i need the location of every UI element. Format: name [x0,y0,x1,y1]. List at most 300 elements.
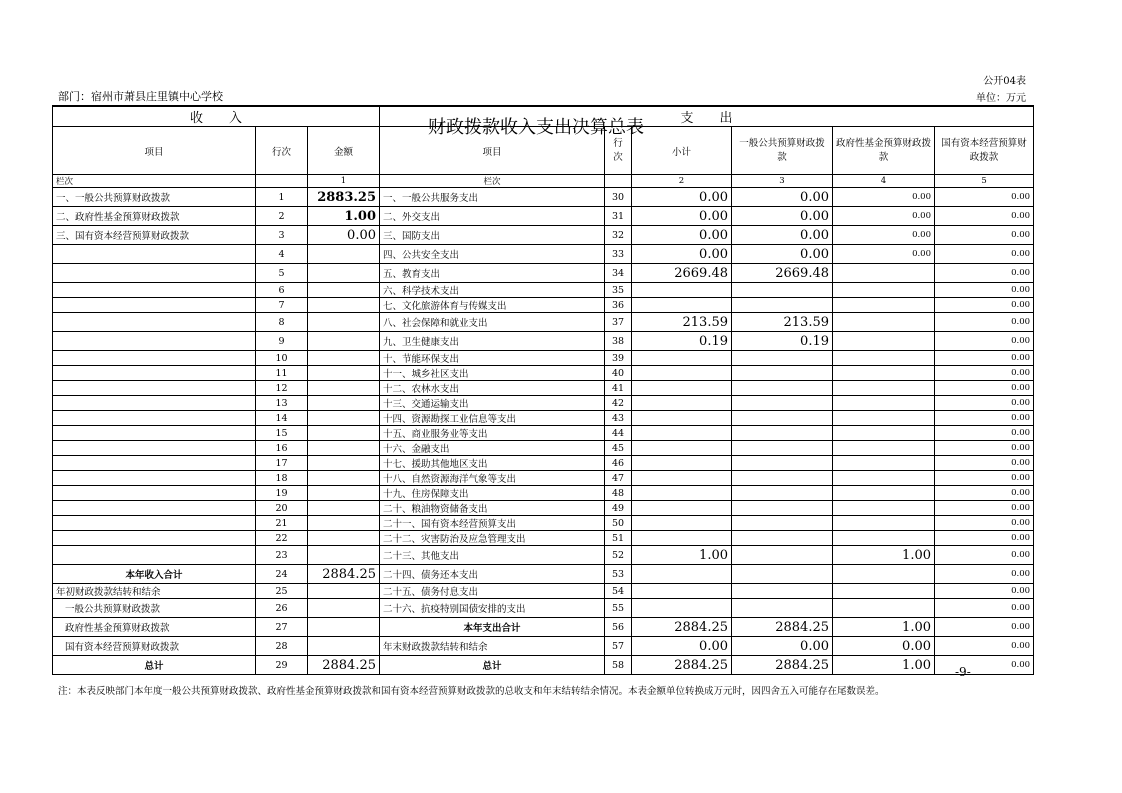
cell-sub: 2884.25 [632,618,732,637]
cell-cap: 0.00 [935,637,1034,656]
table-row [53,531,1034,546]
cell-sub: 0.19 [632,332,732,351]
cell-in-no: 26 [256,599,308,618]
cell-cap: 0.00 [935,426,1034,441]
table-row [53,656,1034,675]
cell-in-no: 18 [256,471,308,486]
colno-label-left: 栏次 [53,175,256,188]
cell-in-amt [308,471,380,486]
cell-fund [833,516,935,531]
cell-sub: 213.59 [632,313,732,332]
table-row [53,226,1034,245]
cell-cap: 0.00 [935,298,1034,313]
cell-in-item: 政府性基金预算财政拨款 [53,618,256,637]
colno-empty-2 [605,175,632,188]
cell-gen [732,441,833,456]
cell-fund [833,426,935,441]
cell-sub [632,396,732,411]
cell-in-item: 二、政府性基金预算财政拨款 [53,207,256,226]
colno-3: 3 [732,175,833,188]
cell-out-item: 五、教育支出 [380,264,605,283]
cell-cap: 0.00 [935,396,1034,411]
cell-in-item [53,486,256,501]
cell-in-item [53,516,256,531]
cell-out-item: 十六、金融支出 [380,441,605,456]
cell-fund [833,298,935,313]
cell-cap: 0.00 [935,366,1034,381]
cell-in-no: 5 [256,264,308,283]
col-expense-item: 项目 [380,127,605,175]
income-group-header: 收 入 [53,106,380,127]
cell-out-item: 十五、商业服务业等支出 [380,426,605,441]
cell-fund: 1.00 [833,618,935,637]
cell-gen [732,486,833,501]
col-expense-line-no: 行 次 [605,127,632,175]
table-row [53,245,1034,264]
cell-in-amt: 1.00 [308,207,380,226]
footnote: 注：本表反映部门本年度一般公共预算财政拨款、政府性基金预算财政拨款和国有资本经营预算财政拨款的总收支和年末结转结余情况。本表金额单位转换成万元时，因四舍五入可能存在尾数误差。 [58,686,885,697]
cell-gen [732,366,833,381]
cell-fund: 0.00 [833,245,935,264]
cell-in-amt [308,441,380,456]
cell-fund: 1.00 [833,546,935,565]
cell-cap: 0.00 [935,207,1034,226]
table-row [53,516,1034,531]
cell-out-item: 二、外交支出 [380,207,605,226]
cell-in-no: 7 [256,298,308,313]
cell-in-amt [308,351,380,366]
cell-gen: 0.00 [732,188,833,207]
cell-cap: 0.00 [935,332,1034,351]
cell-in-item: 三、国有资本经营预算财政拨款 [53,226,256,245]
cell-in-no: 10 [256,351,308,366]
cell-cap: 0.00 [935,245,1034,264]
cell-out-item: 七、文化旅游体育与传媒支出 [380,298,605,313]
cell-fund: 1.00 [833,656,935,675]
cell-out-no: 37 [605,313,632,332]
cell-sub [632,426,732,441]
cell-cap: 0.00 [935,226,1034,245]
cell-out-item: 一、一般公共服务支出 [380,188,605,207]
table-row [53,618,1034,637]
cell-gen [732,471,833,486]
table-row [53,313,1034,332]
cell-sub: 2884.25 [632,656,732,675]
cell-in-no: 4 [256,245,308,264]
cell-gen [732,531,833,546]
cell-in-item [53,264,256,283]
cell-out-no: 53 [605,565,632,584]
cell-gen: 0.00 [732,637,833,656]
cell-out-no: 51 [605,531,632,546]
cell-out-item: 本年支出合计 [380,618,605,637]
cell-out-item: 九、卫生健康支出 [380,332,605,351]
cell-out-no: 56 [605,618,632,637]
cell-gen: 2669.48 [732,264,833,283]
col-general-budget: 一般公共预算财政拨款 [732,127,833,175]
cell-sub: 0.00 [632,207,732,226]
cell-out-no: 36 [605,298,632,313]
cell-in-no: 16 [256,441,308,456]
cell-cap: 0.00 [935,531,1034,546]
cell-out-no: 42 [605,396,632,411]
cell-fund [833,471,935,486]
cell-cap: 0.00 [935,351,1034,366]
table-row [53,565,1034,584]
cell-in-item [53,411,256,426]
cell-out-item: 十二、农林水支出 [380,381,605,396]
cell-out-item: 十一、城乡社区支出 [380,366,605,381]
cell-gen [732,599,833,618]
col-income-amount: 金额 [308,127,380,175]
cell-gen [732,456,833,471]
cell-in-amt [308,381,380,396]
cell-gen [732,516,833,531]
cell-sub [632,456,732,471]
cell-cap: 0.00 [935,264,1034,283]
cell-out-item: 十八、自然资源海洋气象等支出 [380,471,605,486]
cell-gen [732,501,833,516]
cell-fund [833,283,935,298]
cell-in-no: 9 [256,332,308,351]
cell-out-no: 44 [605,426,632,441]
cell-cap: 0.00 [935,584,1034,599]
cell-cap: 0.00 [935,313,1034,332]
cell-in-no: 29 [256,656,308,675]
cell-in-amt [308,637,380,656]
cell-gen [732,396,833,411]
cell-out-item: 二十六、抗疫特别国债安排的支出 [380,599,605,618]
cell-out-no: 31 [605,207,632,226]
cell-fund: 0.00 [833,188,935,207]
cell-out-item: 八、社会保障和就业支出 [380,313,605,332]
table-row [53,486,1034,501]
cell-sub: 0.00 [632,188,732,207]
cell-sub [632,486,732,501]
cell-fund [833,501,935,516]
cell-sub [632,351,732,366]
cell-in-amt [308,501,380,516]
cell-out-item: 二十、粮油物资储备支出 [380,501,605,516]
cell-sub [632,501,732,516]
cell-gen [732,546,833,565]
cell-out-no: 54 [605,584,632,599]
colno-label-right: 栏次 [380,175,605,188]
table-row [53,188,1034,207]
cell-sub [632,366,732,381]
cell-in-no: 21 [256,516,308,531]
cell-cap: 0.00 [935,486,1034,501]
cell-fund [833,599,935,618]
cell-in-item: 总计 [53,656,256,675]
cell-sub: 2669.48 [632,264,732,283]
cell-out-no: 47 [605,471,632,486]
cell-in-item [53,245,256,264]
cell-sub [632,381,732,396]
cell-in-no: 14 [256,411,308,426]
cell-in-amt [308,426,380,441]
cell-gen: 0.00 [732,226,833,245]
cell-out-no: 30 [605,188,632,207]
unit-label: 单位：万元 [976,93,1026,104]
cell-out-no: 45 [605,441,632,456]
cell-out-item: 十三、交通运输支出 [380,396,605,411]
cell-gen: 0.00 [732,245,833,264]
cell-gen: 2884.25 [732,618,833,637]
cell-out-no: 58 [605,656,632,675]
cell-in-item [53,501,256,516]
cell-cap: 0.00 [935,188,1034,207]
table-row [53,546,1034,565]
cell-in-amt: 2883.25 [308,188,380,207]
cell-in-no: 19 [256,486,308,501]
cell-out-no: 39 [605,351,632,366]
cell-in-amt [308,313,380,332]
col-income-line-no: 行次 [256,127,308,175]
cell-out-no: 40 [605,366,632,381]
cell-gen [732,298,833,313]
cell-cap: 0.00 [935,411,1034,426]
cell-fund [833,441,935,456]
table-row [53,332,1034,351]
form-code: 公开04表 [983,76,1026,87]
cell-in-amt [308,486,380,501]
cell-gen [732,426,833,441]
cell-in-no: 20 [256,501,308,516]
cell-cap: 0.00 [935,599,1034,618]
cell-sub [632,411,732,426]
colno-5: 5 [935,175,1034,188]
department-label: 部门：宿州市萧县庄里镇中心学校 [58,90,223,103]
table-row [53,366,1034,381]
table-row [53,351,1034,366]
cell-in-item [53,298,256,313]
col-state-capital-budget: 国有资本经营预算财政拨款 [935,127,1034,175]
cell-gen [732,584,833,599]
table-row [53,264,1034,283]
cell-gen [732,411,833,426]
cell-in-item [53,456,256,471]
cell-in-no: 25 [256,584,308,599]
cell-cap: 0.00 [935,565,1034,584]
cell-in-item [53,351,256,366]
cell-out-item: 二十五、债务付息支出 [380,584,605,599]
cell-in-item: 年初财政拨款结转和结余 [53,584,256,599]
cell-in-item [53,531,256,546]
cell-fund [833,584,935,599]
cell-in-item: 国有资本经营预算财政拨款 [53,637,256,656]
cell-gen: 2884.25 [732,656,833,675]
cell-in-item [53,441,256,456]
cell-fund [833,313,935,332]
cell-gen: 0.19 [732,332,833,351]
cell-gen [732,351,833,366]
cell-in-amt [308,584,380,599]
page-number: -9- [955,665,971,679]
cell-in-no: 28 [256,637,308,656]
cell-fund [833,486,935,501]
cell-cap: 0.00 [935,618,1034,637]
cell-cap: 0.00 [935,546,1034,565]
cell-in-item [53,426,256,441]
cell-in-amt [308,264,380,283]
table-row [53,396,1034,411]
cell-in-item [53,313,256,332]
cell-sub [632,298,732,313]
cell-in-amt: 0.00 [308,226,380,245]
cell-out-item: 年末财政拨款结转和结余 [380,637,605,656]
page-title: 财政拨款收入支出决算总表 [428,117,644,138]
cell-gen [732,381,833,396]
cell-in-amt [308,456,380,471]
cell-fund [833,366,935,381]
cell-out-no: 52 [605,546,632,565]
cell-sub [632,584,732,599]
cell-in-no: 15 [256,426,308,441]
cell-sub: 0.00 [632,637,732,656]
cell-cap: 0.00 [935,516,1034,531]
cell-out-item: 六、科学技术支出 [380,283,605,298]
cell-fund [833,396,935,411]
cell-sub [632,565,732,584]
cell-in-amt [308,546,380,565]
cell-sub [632,471,732,486]
cell-cap: 0.00 [935,441,1034,456]
cell-in-no: 17 [256,456,308,471]
table-row [53,426,1034,441]
cell-fund: 0.00 [833,637,935,656]
cell-sub [632,283,732,298]
cell-out-no: 57 [605,637,632,656]
cell-cap: 0.00 [935,656,1034,675]
cell-cap: 0.00 [935,456,1034,471]
table-row [53,637,1034,656]
cell-out-no: 35 [605,283,632,298]
colno-4: 4 [833,175,935,188]
cell-out-no: 50 [605,516,632,531]
cell-in-no: 11 [256,366,308,381]
cell-in-no: 2 [256,207,308,226]
cell-sub [632,531,732,546]
table-row [53,207,1034,226]
cell-gen: 213.59 [732,313,833,332]
table-row [53,441,1034,456]
colno-1: 1 [308,175,380,188]
table-row [53,411,1034,426]
cell-in-item: 本年收入合计 [53,565,256,584]
cell-in-amt [308,283,380,298]
cell-out-item: 总计 [380,656,605,675]
cell-in-item [53,396,256,411]
colno-empty-1 [256,175,308,188]
cell-fund [833,264,935,283]
cell-in-no: 27 [256,618,308,637]
cell-in-item [53,332,256,351]
cell-fund [833,531,935,546]
cell-out-no: 41 [605,381,632,396]
cell-in-amt [308,531,380,546]
cell-gen [732,283,833,298]
cell-out-no: 48 [605,486,632,501]
cell-in-no: 8 [256,313,308,332]
cell-out-item: 十四、资源勘探工业信息等支出 [380,411,605,426]
table-row [53,298,1034,313]
cell-in-amt [308,599,380,618]
cell-out-no: 55 [605,599,632,618]
cell-out-item: 十七、援助其他地区支出 [380,456,605,471]
cell-fund: 0.00 [833,207,935,226]
col-income-item: 项目 [53,127,256,175]
cell-out-no: 32 [605,226,632,245]
col-subtotal: 小计 [632,127,732,175]
cell-out-item: 二十二、灾害防治及应急管理支出 [380,531,605,546]
table-row [53,599,1034,618]
cell-in-no: 6 [256,283,308,298]
cell-out-item: 十九、住房保障支出 [380,486,605,501]
cell-gen [732,565,833,584]
cell-in-amt [308,332,380,351]
cell-gen: 0.00 [732,207,833,226]
cell-out-no: 49 [605,501,632,516]
col-fund-budget: 政府性基金预算财政拨款 [833,127,935,175]
cell-in-amt [308,298,380,313]
budget-summary-table [52,105,1034,675]
cell-out-item: 二十四、债务还本支出 [380,565,605,584]
cell-fund [833,456,935,471]
cell-in-amt: 2884.25 [308,656,380,675]
cell-cap: 0.00 [935,283,1034,298]
table-row [53,471,1034,486]
colno-2: 2 [632,175,732,188]
cell-out-no: 33 [605,245,632,264]
cell-in-amt [308,396,380,411]
cell-fund [833,381,935,396]
cell-in-item: 一般公共预算财政拨款 [53,599,256,618]
cell-out-item: 二十一、国有资本经营预算支出 [380,516,605,531]
cell-in-no: 23 [256,546,308,565]
table-row [53,584,1034,599]
cell-in-no: 3 [256,226,308,245]
cell-out-no: 34 [605,264,632,283]
cell-in-amt [308,245,380,264]
cell-out-no: 46 [605,456,632,471]
cell-sub [632,516,732,531]
cell-out-no: 43 [605,411,632,426]
cell-in-no: 24 [256,565,308,584]
cell-in-no: 12 [256,381,308,396]
cell-fund [833,565,935,584]
cell-in-amt [308,411,380,426]
table-row [53,456,1034,471]
cell-in-item: 一、一般公共预算财政拨款 [53,188,256,207]
cell-out-item: 二十三、其他支出 [380,546,605,565]
cell-cap: 0.00 [935,471,1034,486]
cell-in-item [53,546,256,565]
cell-in-amt [308,618,380,637]
cell-sub: 0.00 [632,245,732,264]
cell-in-amt [308,366,380,381]
cell-sub [632,599,732,618]
cell-in-amt: 2884.25 [308,565,380,584]
cell-fund [833,351,935,366]
cell-in-item [53,471,256,486]
cell-in-item [53,381,256,396]
cell-out-item: 十、节能环保支出 [380,351,605,366]
cell-sub: 1.00 [632,546,732,565]
cell-in-item [53,366,256,381]
cell-fund: 0.00 [833,226,935,245]
expense-group-header: 支 出 [380,106,1034,127]
